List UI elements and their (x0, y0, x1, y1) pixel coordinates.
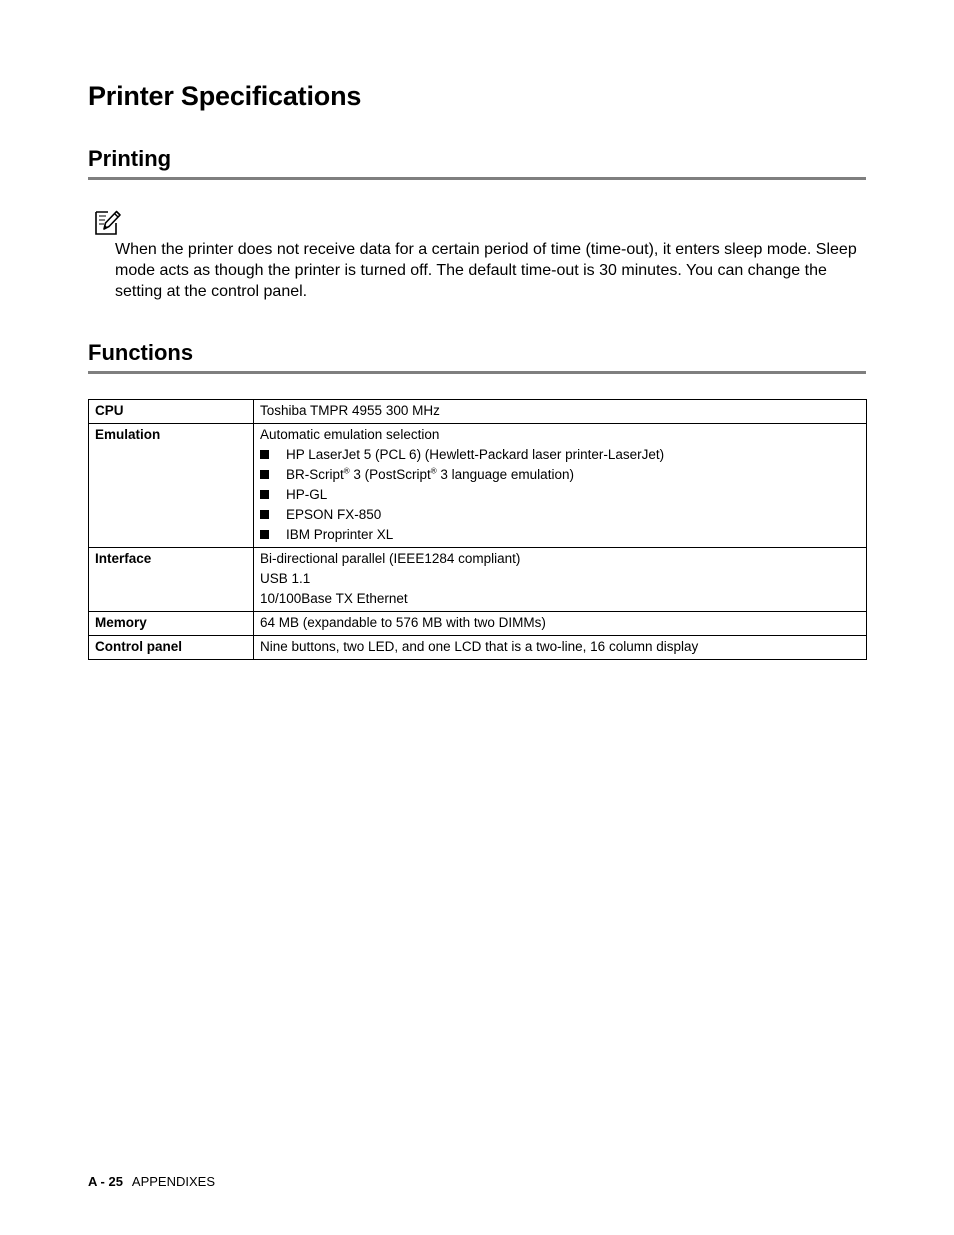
table-row-emulation (89, 424, 867, 548)
functions-table (88, 399, 867, 660)
list-item (260, 466, 860, 484)
row-label-interface: Interface (89, 548, 254, 612)
square-bullet-icon (260, 450, 269, 459)
emulation-item-text (286, 466, 574, 484)
row-label-control-panel: Control panel (89, 636, 254, 660)
emulation-item-text: HP-GL (286, 487, 328, 502)
row-label-emulation: Emulation (89, 424, 254, 548)
section-heading-printing: Printing (88, 145, 866, 180)
page-footer (88, 1174, 215, 1190)
table-row-cpu (89, 400, 867, 424)
page-title: Printer Specifications (88, 81, 362, 111)
footer-section-name: APPENDIXES (131, 1174, 216, 1189)
row-value-control-panel: Nine buttons, two LED, and one LCD that is a two-line, 16 column display (254, 636, 867, 660)
emulation-item-text: HP LaserJet 5 (PCL 6) (Hewlett-Packard laser printer-LaserJet) (286, 447, 665, 462)
emulation-item-part: 3 (PostScript (349, 467, 431, 482)
table-row-interface (89, 548, 867, 612)
emulation-item-part: 3 language emulation) (436, 467, 574, 482)
emulation-item-text: IBM Proprinter XL (286, 527, 394, 542)
interface-line: Bi-directional parallel (IEEE1284 compliant) (260, 551, 521, 566)
square-bullet-icon (260, 470, 269, 479)
list-item (260, 526, 860, 544)
row-label-cpu: CPU (89, 400, 254, 424)
list-item (260, 486, 860, 504)
row-label-memory: Memory (89, 612, 254, 636)
note-text: When the printer does not receive data for a certain period of time (time-out), it enters sleep mode. Sleep mode acts as though the printer is turned off. The default time-out is 30 minutes. You can change the setting at the control panel. (115, 241, 857, 300)
list-item (260, 446, 860, 464)
page-number: A - 25 (88, 1174, 123, 1189)
row-value-interface (254, 548, 867, 612)
emulation-item-text: EPSON FX-850 (286, 507, 382, 522)
note-pencil-icon (94, 208, 122, 236)
square-bullet-icon (260, 490, 269, 499)
registered-mark: ® (430, 466, 437, 476)
table-row-memory (89, 612, 867, 636)
emulation-item-part: BR-Script (286, 467, 344, 482)
interface-line: 10/100Base TX Ethernet (260, 591, 408, 606)
registered-mark: ® (343, 466, 350, 476)
emulation-intro: Automatic emulation selection (260, 427, 440, 442)
list-item (260, 506, 860, 524)
square-bullet-icon (260, 530, 269, 539)
row-value-emulation (254, 424, 867, 548)
section-heading-functions: Functions (88, 339, 866, 374)
row-value-cpu: Toshiba TMPR 4955 300 MHz (254, 400, 867, 424)
row-value-memory: 64 MB (expandable to 576 MB with two DIMMs) (254, 612, 867, 636)
interface-line: USB 1.1 (260, 571, 311, 586)
square-bullet-icon (260, 510, 269, 519)
table-row-control-panel (89, 636, 867, 660)
